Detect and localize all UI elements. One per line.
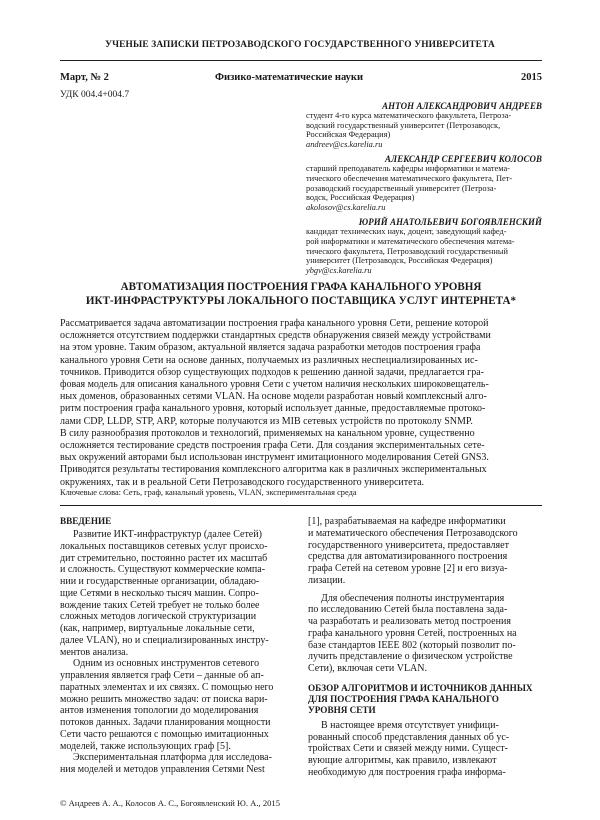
body-line: В настоящее время отсутствует унифици- [321, 719, 499, 731]
body-line: можно решить множество задач: от поиска вари- [60, 693, 268, 705]
body-line: лизации. [308, 574, 346, 586]
body-line: необходимую для построения графа информа- [308, 766, 506, 778]
body-line: моделей, также использующих граф [5]. [60, 740, 231, 752]
body-line: Развитие ИКТ-инфраструктур (далее Сетей) [73, 529, 262, 540]
body-line: лучить представление о физическом устройстве [308, 651, 513, 663]
body-line: Для обеспечения полноты инструментария [321, 592, 505, 604]
paper-title-line: ИКТ-ИНФРАСТРУКТУРЫ ЛОКАЛЬНОГО ПОСТАВЩИКА УСЛУГ ИНТЕРНЕТА* [85, 295, 517, 307]
author-3 [306, 217, 542, 275]
author-affiliation-line: водский государственный университет (Петрозаводск, [306, 120, 501, 130]
paper-title [60, 280, 542, 308]
author-name: АЛЕКСАНДР СЕРГЕЕВИЧ КОЛОСОВ [384, 154, 542, 165]
section-label: Физико-математические науки [215, 72, 364, 83]
author-affiliation-line: рой информатики и математического обеспечения матема- [306, 236, 515, 246]
keywords-rule [60, 505, 542, 506]
body-line: ча разработать и реализовать метод построения [308, 616, 511, 627]
right-column [308, 516, 542, 779]
body-line: дит стремительно, постоянно растет их масштаб [60, 552, 268, 564]
journal-title: УЧЕНЫЕ ЗАПИСКИ ПЕТРОЗАВОДСКОГО ГОСУДАРСТВЕННОГО УНИВЕРСИТЕТА [105, 40, 495, 50]
section-heading: ОБЗОР АЛГОРИТМОВ И ИСТОЧНИКОВ ДАННЫХ [308, 682, 533, 693]
issue-label: Март, № 2 [60, 72, 109, 83]
abstract-line: канального уровня Сети на основе данных, получаемых из различных неспециализированных ис- [60, 354, 478, 366]
abstract [60, 318, 542, 489]
author-affiliation-line: тического факультета, Петрозаводский государственный [306, 246, 508, 256]
body-line: Экспериментальная платформа для исследова- [73, 752, 272, 764]
author-affiliation-line: розаводский государственный университет (Петроза- [306, 183, 497, 193]
author-email: akolosov@cs.karelia.ru [306, 202, 386, 212]
author-affiliation-line: студент 4-го курса математического факультета, Петроза- [306, 111, 512, 120]
body-line: и сложность. Существуют коммерческие компа- [60, 564, 266, 576]
author-email: andreev@cs.karelia.ru [306, 139, 383, 149]
body-line: нии и государственные организации, обладаю- [60, 576, 260, 587]
body-line: Сети часто решаются с помощью имитационных [60, 728, 269, 740]
udc-code: УДК 004.4+004.7 [60, 90, 130, 100]
abstract-line: вых окружений авторами был использован инструмент имитационного моделирования Сетей GNS3. [60, 452, 489, 464]
body-line: графа канального уровня Сетей, построенных на [308, 627, 517, 639]
author-affiliation-line: тического обеспечения математического факультета, Пет- [306, 173, 513, 183]
abstract-line: осложняется тестирование средств построения графа Сети. Для создания экспериментальных сете- [60, 440, 485, 452]
abstract-line: Рассматривается задача автоматизации построения графа канального уровня Сети, решение которой [60, 318, 489, 329]
body-line: графа Сетей на сетевом уровне [2] и его визуа- [308, 563, 508, 574]
left-column [60, 516, 294, 776]
author-affiliation-line: Российская Федерация) [306, 130, 391, 140]
abstract-line: фовая модель для описания канального уровня Сети с учетом наличия нескольких широковещатель- [60, 379, 489, 391]
body-line: средства для автоматизированного построения [308, 551, 508, 563]
body-line: по исследованию Сетей была поставлена зада- [308, 604, 508, 616]
body-line: антов изменения топологии до моделирования [60, 705, 259, 717]
author-affiliation-line: университет (Петрозаводск, Российская Федерация) [306, 256, 493, 266]
year-label: 2015 [521, 72, 542, 83]
author-block [306, 101, 542, 280]
body-line: паратных элементах и их связях. С помощью него [60, 681, 274, 693]
abstract-line: ных доменов, образованных сетями VLAN. На основе модели разработан новый комплексный алго- [60, 391, 487, 403]
body-line: государственного университета, предоставляет [308, 539, 509, 551]
body-line: [1], разрабатываемая на кафедре информатики [308, 516, 506, 527]
abstract-line: окружениях, так и в реальной Сети Петрозаводского государственного университета. [60, 476, 425, 488]
keywords: Ключевые слова: Сеть, граф, канальный уровень, VLAN, экспериментальная среда [60, 488, 357, 497]
abstract-line: на этом уровне. Таким образом, актуальной является задача разработки методов построения графа [60, 342, 481, 354]
body-line: Сети), включая сети VLAN. [308, 663, 428, 674]
body-line: тройствах Сети и связей между ними. Сущест- [308, 743, 508, 755]
author-affiliation-line: старший преподаватель кафедры информатики и матема- [306, 164, 510, 174]
body-line: локальных поставщиков сетевых услуг происхо- [60, 540, 268, 552]
body-line: базе стандартов IEEE 802 (который позволит по- [308, 639, 516, 651]
section-heading: ВВЕДЕНИЕ [60, 516, 112, 526]
abstract-line: лами CDP, LLDP, STP, ARP, которые получаются из MIB сетевых устройств по протоколу SNMP. [60, 415, 473, 427]
copyright-note: © Андреев А. А., Колосов А. С., Богоявленский Ю. А., 2015 [60, 798, 281, 808]
body-line: вождение таких Сетей требует не только более [60, 599, 260, 611]
body-line: ментов анализа. [60, 646, 129, 658]
abstract-line: Приводятся результаты тестирования комплексного алгоритма как в различных экспериментальных [60, 464, 487, 476]
paper-title-line: АВТОМАТИЗАЦИЯ ПОСТРОЕНИЯ ГРАФА КАНАЛЬНОГО УРОВНЯ [120, 281, 482, 293]
header-rule [60, 60, 542, 61]
author-affiliation-line: кандидат технических наук, доцент, заведующий кафед- [306, 227, 507, 237]
body-line: вующие алгоритмы, как правило, извлекают [308, 755, 497, 766]
body-line: рованный способ представления данных об ус- [308, 731, 510, 743]
body-line: далее VLAN), но и специализированных инстру- [60, 634, 269, 646]
abstract-line: В силу разнообразия протоколов и технологий, применяемых на канальном уровне, существенно [60, 427, 475, 439]
author-2 [306, 154, 542, 212]
abstract-line: осложняется отсутствием поддержки стандартных средств обнаружения связей между устройствами [60, 330, 491, 342]
body-line: (как, например, виртуальные локальные сети, [60, 623, 255, 634]
body-line: потоков данных. Задачи планирования мощности [60, 717, 271, 728]
author-1 [306, 101, 542, 149]
body-line: щие Сетями в несколько тысяч машин. Сопро- [60, 587, 259, 599]
author-name: ЮРИЙ АНАТОЛЬЕВИЧ БОГОЯВЛЕНСКИЙ [358, 217, 542, 228]
author-affiliation-line: водск, Российская Федерация) [306, 193, 415, 203]
body-line: ния моделей и методов управления Сетями Nest [60, 764, 265, 775]
body-line: управления является граф Сети – данные об ап- [60, 670, 264, 681]
abstract-line: точников. Приводится обзор существующих подходов к решению данной задачи, предлагается гра- [60, 366, 485, 378]
body-line: и математического обеспечения Петрозаводского [308, 527, 518, 539]
author-email: ybgv@cs.karelia.ru [306, 265, 372, 275]
section-heading: УРОВНЯ СЕТИ [308, 704, 376, 715]
body-line: Одним из основных инструментов сетевого [73, 658, 260, 670]
section-heading: ДЛЯ ПОСТРОЕНИЯ ГРАФА КАНАЛЬНОГО [308, 693, 499, 704]
abstract-line: ритм построения графа канального уровня, который использует данные, предоставляемые протоко- [60, 403, 486, 415]
body-line: сложных методов логической структуризации [60, 611, 257, 623]
author-name: АНТОН АЛЕКСАНДРОВИЧ АНДРЕЕВ [382, 101, 542, 111]
